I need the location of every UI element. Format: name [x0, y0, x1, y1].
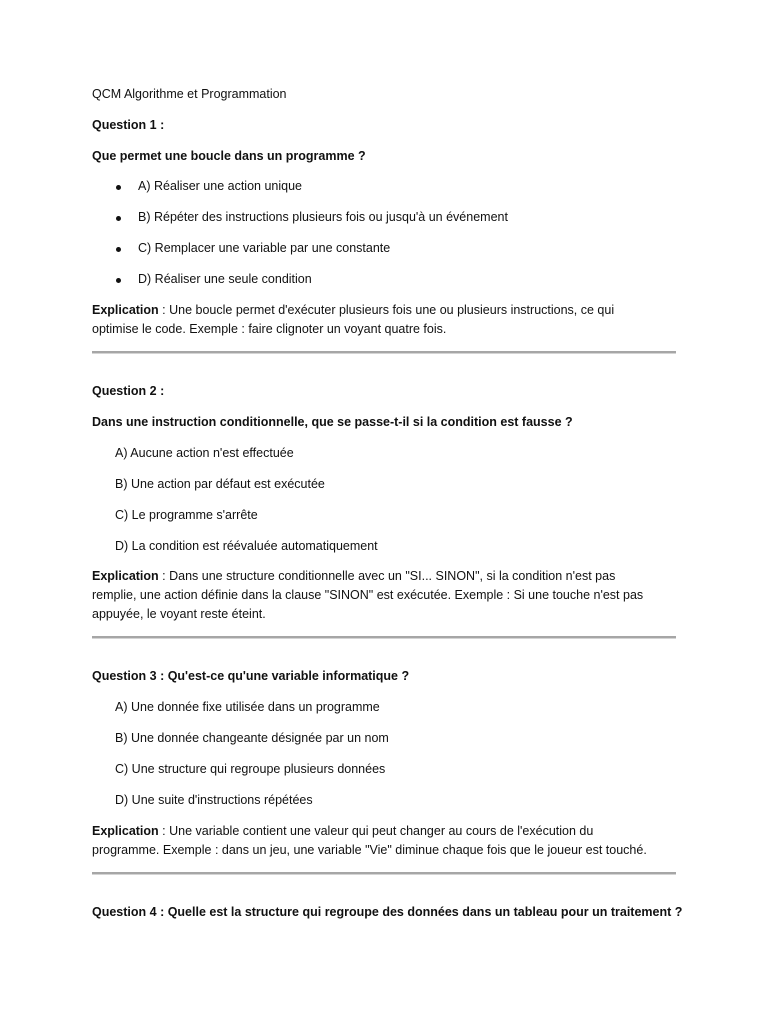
question-1-prompt: Que permet une boucle dans un programme ?: [92, 149, 366, 163]
bullet-icon: [116, 216, 121, 221]
q2-explanation-text-1: : Dans une structure conditionnelle avec un "SI... SINON", si la condition n'est pas: [158, 569, 616, 583]
q1-explanation-line-1: [92, 301, 614, 320]
question-3-label: Question 3 : Qu'est-ce qu'une variable informatique ?: [92, 669, 410, 683]
q2-explanation-line-3: appuyée, le voyant reste éteint.: [92, 607, 266, 621]
bullet-icon: [116, 185, 121, 190]
section-divider: [92, 872, 676, 875]
q1-explanation-text-1: : Une boucle permet d'exécuter plusieurs fois une ou plusieurs instructions, ce qui: [158, 303, 615, 317]
question-4-label: Question 4 : Quelle est la structure qui regroupe des données dans un tableau pour un traitement ?: [92, 905, 683, 919]
q3-option-d: D) Une suite d'instructions répétées: [115, 793, 313, 807]
q1-option-b: B) Répéter des instructions plusieurs fois ou jusqu'à un événement: [138, 210, 508, 224]
question-2-label: Question 2 :: [92, 384, 165, 398]
question-2-prompt: Dans une instruction conditionnelle, que se passe-t-il si la condition est fausse ?: [92, 415, 573, 429]
q3-explanation-line-2: programme. Exemple : dans un jeu, une variable "Vie" diminue chaque fois que le joueur est touché.: [92, 843, 647, 857]
section-divider: [92, 636, 676, 639]
bullet-icon: [116, 247, 121, 252]
q3-explanation-line-1: [92, 822, 593, 841]
q1-option-c: C) Remplacer une variable par une constante: [138, 241, 391, 255]
q1-option-d: D) Réaliser une seule condition: [138, 272, 312, 286]
q3-option-c: C) Une structure qui regroupe plusieurs données: [115, 762, 386, 776]
q3-option-b: B) Une donnée changeante désignée par un nom: [115, 731, 389, 745]
q3-option-a: A) Une donnée fixe utilisée dans un programme: [115, 700, 380, 714]
q2-explanation-label: Explication: [92, 569, 159, 583]
q1-option-a: A) Réaliser une action unique: [138, 179, 302, 193]
question-1-label: Question 1 :: [92, 118, 165, 132]
q1-explanation-line-2: optimise le code. Exemple : faire clignoter un voyant quatre fois.: [92, 322, 447, 336]
q3-explanation-text-1: : Une variable contient une valeur qui peut changer au cours de l'exécution du: [158, 824, 594, 838]
section-divider: [92, 351, 676, 354]
document-title: QCM Algorithme et Programmation: [92, 87, 287, 101]
q2-explanation-line-2: remplie, une action définie dans la clause "SINON" est exécutée. Exemple : Si une touche n'est pas: [92, 588, 644, 602]
q2-option-d: D) La condition est réévaluée automatiquement: [115, 539, 378, 553]
q2-option-c: C) Le programme s'arrête: [115, 508, 258, 522]
q2-explanation-line-1: [92, 567, 615, 586]
q2-option-b: B) Une action par défaut est exécutée: [115, 477, 325, 491]
bullet-icon: [116, 278, 121, 283]
q1-explanation-label: Explication: [92, 303, 159, 317]
q2-option-a: A) Aucune action n'est effectuée: [115, 446, 294, 460]
q3-explanation-label: Explication: [92, 824, 159, 838]
